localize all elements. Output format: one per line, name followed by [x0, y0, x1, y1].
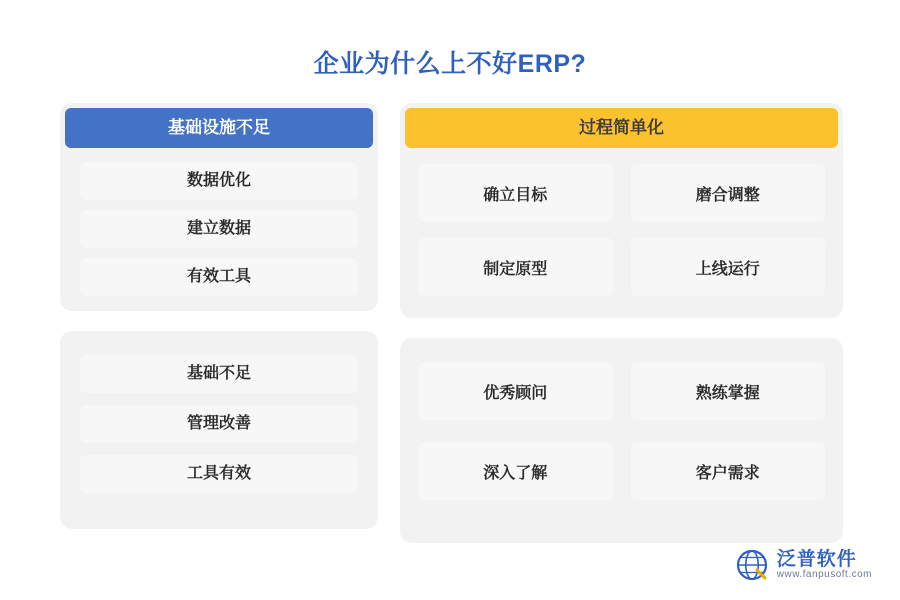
list-item[interactable]: 基础不足	[80, 355, 358, 393]
list-item[interactable]: 工具有效	[80, 455, 358, 493]
panel-infrastructure-body	[60, 148, 378, 311]
panel-infrastructure-header: 基础设施不足	[65, 108, 373, 148]
brand-text	[777, 550, 872, 580]
left-column	[60, 103, 378, 543]
panel-process-body	[400, 148, 843, 314]
list-item[interactable]: 磨合调整	[631, 164, 826, 222]
globe-icon	[735, 548, 769, 582]
content-grid	[60, 103, 843, 543]
brand-url: www.fanpusoft.com	[776, 568, 872, 580]
brand-name: 泛普软件	[776, 548, 857, 570]
list-item[interactable]: 管理改善	[80, 405, 358, 443]
brand-logo	[735, 548, 872, 582]
list-item[interactable]: 熟练掌握	[631, 362, 826, 420]
panel-foundation-body	[60, 331, 378, 517]
panel-foundation	[60, 331, 378, 529]
panel-consulting	[400, 338, 843, 543]
list-item[interactable]: 有效工具	[80, 258, 358, 296]
list-item[interactable]: 确立目标	[418, 164, 613, 222]
panel-process	[400, 103, 843, 318]
list-item[interactable]: 制定原型	[418, 238, 613, 296]
list-item[interactable]: 上线运行	[631, 238, 826, 296]
panel-consulting-body	[400, 338, 843, 526]
list-item[interactable]: 优秀顾问	[418, 362, 613, 420]
panel-process-header: 过程简单化	[405, 108, 838, 148]
list-item[interactable]: 建立数据	[80, 210, 358, 248]
list-item[interactable]: 数据优化	[80, 162, 358, 200]
list-item[interactable]: 深入了解	[418, 442, 613, 500]
page-title: 企业为什么上不好ERP?	[313, 50, 587, 78]
panel-infrastructure	[60, 103, 378, 311]
right-column	[400, 103, 843, 543]
list-item[interactable]: 客户需求	[631, 442, 826, 500]
